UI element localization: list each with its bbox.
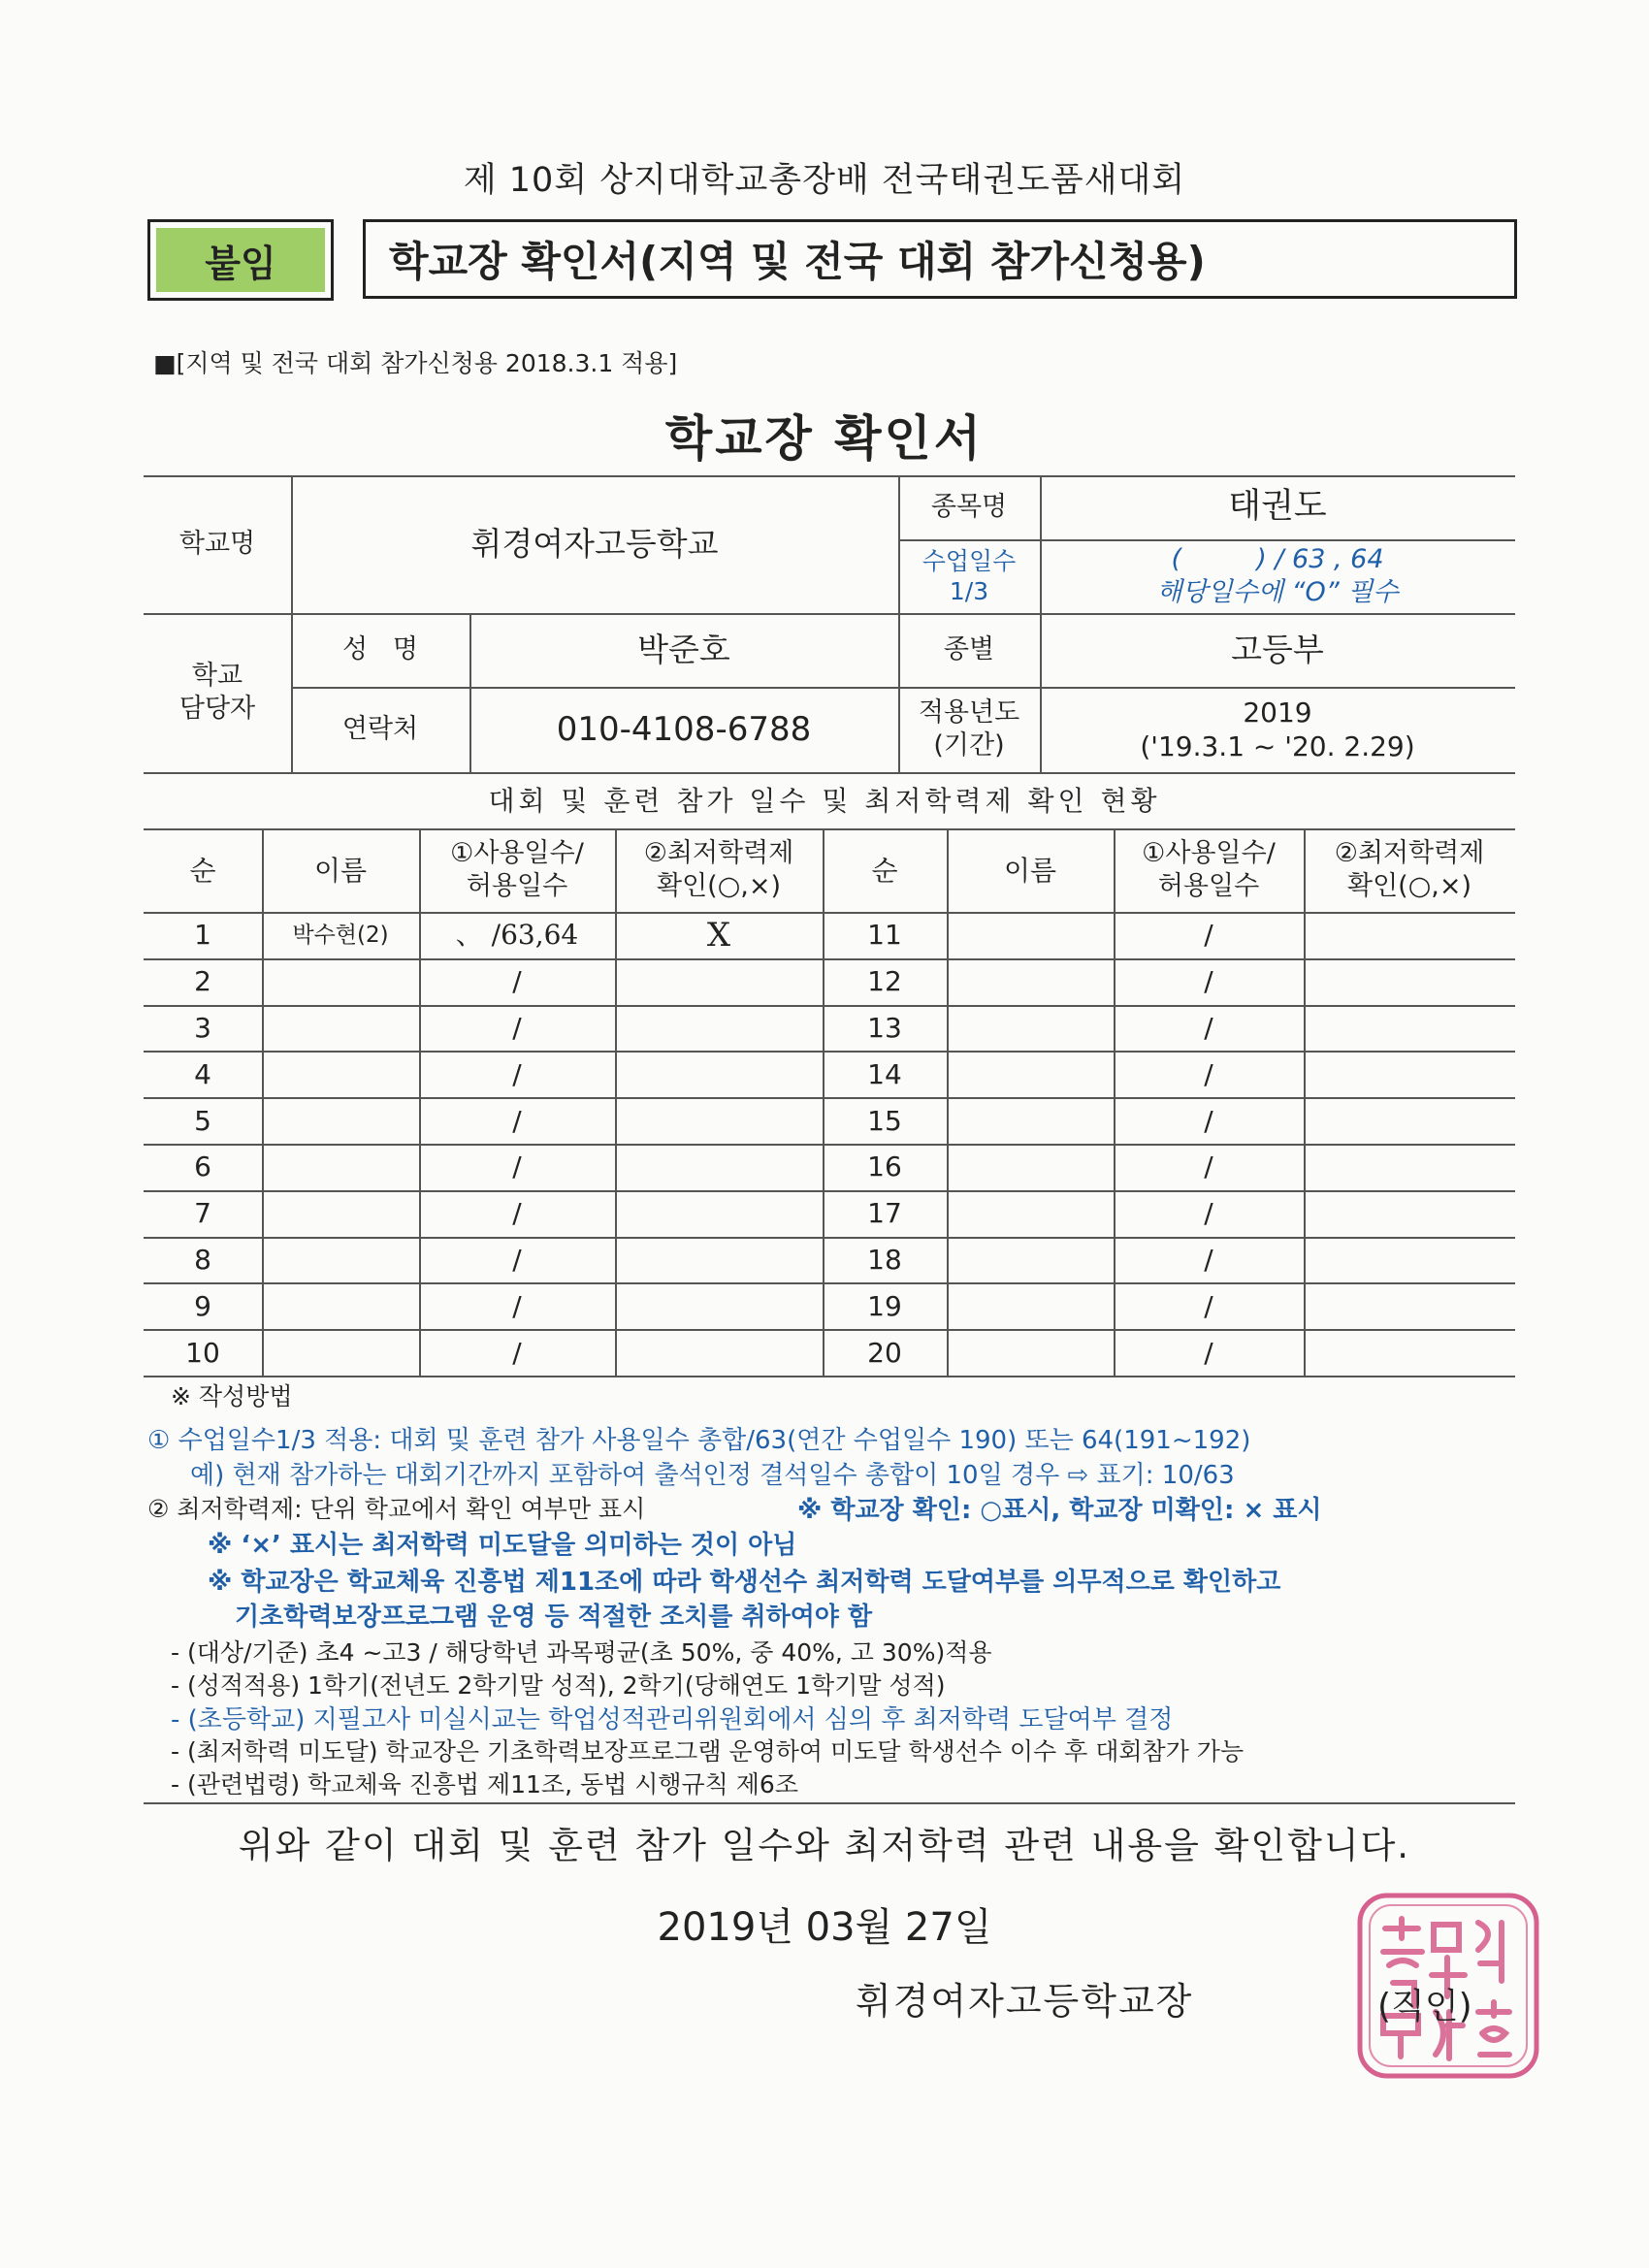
row-name-cell	[947, 1190, 1114, 1237]
row-name-cell	[262, 1097, 419, 1144]
instruction-line: ※ ‘×’ 표시는 최저학력 미도달을 의미하는 것이 아님	[208, 1531, 797, 1560]
school-name-label: 학교명	[178, 529, 256, 560]
applicability-note: ■[지역 및 전국 대회 참가신청용 2018.3.1 적용]	[153, 349, 678, 377]
year-label-line2: (기간)	[933, 730, 1005, 761]
row-check-cell	[1304, 1005, 1515, 1052]
class-days-note: 해당일수에 “O” 필수	[1156, 577, 1399, 607]
row-name-cell	[947, 1282, 1114, 1329]
row-days-cell: /	[512, 1057, 522, 1090]
header-days	[1114, 828, 1304, 912]
row-seq-cell: 6	[194, 1150, 211, 1183]
row-check-cell	[615, 958, 823, 1005]
instruction-line: - (초등학교) 지필고사 미실시교는 학업성적관리위원회에서 심의 후 최저학력 도달여부 결정	[171, 1705, 1174, 1734]
row-name-cell	[262, 1190, 419, 1237]
row-name-cell	[262, 1237, 419, 1283]
class-days-label-line1: 수업일수	[922, 546, 1017, 575]
header-seq: 순	[189, 854, 216, 887]
row-check-cell	[615, 1005, 823, 1052]
row-check-cell	[615, 1282, 823, 1329]
year-label	[898, 687, 1040, 772]
row-days-cell: /	[1204, 1243, 1213, 1276]
row-check-cell	[1304, 1051, 1515, 1097]
row-seq-cell: 5	[194, 1104, 211, 1137]
header-name: 이름	[1003, 854, 1057, 887]
row-check-cell	[615, 1097, 823, 1144]
instruction-line: - (성적적용) 1학기(전년도 2학기말 성적), 2학기(당해연도 1학기말 성적)	[171, 1671, 946, 1700]
table-caption: 대회 및 훈련 참가 일수 및 최저학력제 확인 현황	[488, 785, 1161, 817]
row-days-cell: /	[1204, 1197, 1213, 1230]
header-name: 이름	[313, 854, 368, 887]
row-name-cell	[262, 1282, 419, 1329]
issue-date: 2019년 03월 27일	[657, 1905, 992, 1950]
header-seq: 순	[871, 854, 898, 887]
row-check-cell	[615, 1190, 823, 1237]
header-title: 학교장 확인서(지역 및 전국 대회 참가신청용)	[363, 219, 1517, 299]
staff-label-line1: 학교	[191, 661, 243, 692]
row-seq-cell: 13	[867, 1011, 902, 1044]
event-label: 종목명	[930, 492, 1008, 523]
document-title: 학교장 확인서	[664, 410, 985, 467]
attachment-badge	[147, 219, 334, 301]
row-name-cell	[947, 958, 1114, 1005]
staff-label-line2: 담당자	[178, 694, 256, 724]
row-days-cell: /	[512, 1011, 522, 1044]
row-seq-cell: 15	[867, 1104, 902, 1137]
instructions-heading: ※ 작성방법	[171, 1382, 293, 1410]
row-days-cell: /	[1204, 965, 1213, 998]
row-seq-cell: 11	[867, 919, 902, 952]
row-check-cell	[1304, 1097, 1515, 1144]
header-days-line2: 허용일수	[466, 871, 568, 901]
table-line	[144, 1376, 1515, 1377]
instruction-line: ※ 학교장은 학교체육 진흥법 제11조에 따라 학생선수 최저학력 도달여부를 의무적으로 확인하고	[208, 1568, 1281, 1597]
header-days-line1: ①사용일수/	[450, 838, 584, 869]
row-seq-cell: 1	[194, 919, 211, 952]
row-seq-cell: 3	[194, 1011, 211, 1044]
row-days-cell: /	[512, 965, 522, 998]
class-days-fraction: ( ) / 63 , 64	[1171, 544, 1384, 575]
row-seq-cell: 4	[194, 1057, 211, 1090]
row-name-cell	[947, 1051, 1114, 1097]
staff-name: 박준호	[637, 631, 730, 669]
period: ('19.3.1 ~ '20. 2.29)	[1140, 730, 1415, 762]
instruction-line: ① 수업일수1/3 적용: 대회 및 훈련 참가 사용일수 총합/63(연간 수업일수 190) 또는 64(191~192)	[147, 1426, 1251, 1455]
seal-label: (직인)	[1377, 1987, 1472, 2026]
row-days-cell: 、 /63,64	[455, 919, 579, 952]
row-name-cell	[262, 958, 419, 1005]
header-min-line1: ②최저학력제	[643, 838, 794, 869]
row-name-cell: 박수현(2)	[292, 922, 389, 948]
header-min	[615, 828, 823, 912]
row-name-cell	[947, 1005, 1114, 1052]
row-days-cell: /	[512, 1243, 522, 1276]
row-days-cell: /	[512, 1336, 522, 1369]
row-check-cell	[1304, 958, 1515, 1005]
row-check-cell	[1304, 1282, 1515, 1329]
row-seq-cell: 16	[867, 1150, 902, 1183]
row-days-cell: /	[1204, 919, 1213, 952]
row-check-cell	[615, 1329, 823, 1376]
row-check-cell	[1304, 1237, 1515, 1283]
row-days-cell: /	[1204, 1057, 1213, 1090]
row-name-cell	[262, 1051, 419, 1097]
row-days-cell: /	[1204, 1104, 1213, 1137]
row-seq-cell: 12	[867, 965, 902, 998]
row-check-cell	[615, 1237, 823, 1283]
instruction-line: - (최저학력 미도달) 학교장은 기초학력보장프로그램 운영하여 미도달 학생선수 이수 후 대회참가 가능	[171, 1737, 1245, 1766]
row-check-cell	[1304, 1190, 1515, 1237]
row-seq-cell: 14	[867, 1057, 902, 1090]
row-check-cell	[615, 1051, 823, 1097]
row-days-cell: /	[1204, 1011, 1213, 1044]
row-days-cell: /	[1204, 1289, 1213, 1322]
header-min-line2: 확인(○,×)	[657, 871, 781, 901]
year-label-line1: 적용년도	[918, 697, 1020, 729]
row-days-cell: /	[1204, 1336, 1213, 1369]
row-check-cell: X	[706, 915, 731, 955]
instruction-line: 기초학력보장프로그램 운영 등 적절한 조치를 취하여야 함	[235, 1603, 873, 1632]
row-seq-cell: 20	[867, 1336, 902, 1369]
division-label: 종별	[943, 634, 995, 665]
event-value: 태권도	[1228, 487, 1327, 527]
header-days-line1: ①사용일수/	[1142, 838, 1276, 869]
contact-value: 010-4108-6788	[556, 709, 812, 749]
row-name-cell	[947, 1097, 1114, 1144]
row-name-cell	[947, 912, 1114, 958]
row-seq-cell: 2	[194, 965, 211, 998]
row-seq-cell: 9	[194, 1289, 211, 1322]
class-days-value	[1040, 539, 1515, 613]
header-days-line2: 허용일수	[1157, 871, 1260, 901]
info-line	[144, 772, 1515, 774]
class-days-label-line2: 1/3	[949, 577, 989, 605]
row-check-cell	[1304, 1144, 1515, 1190]
row-seq-cell: 10	[185, 1336, 220, 1369]
instruction-line: ② 최저학력제: 단위 학교에서 확인 여부만 표시	[147, 1495, 646, 1523]
name-label: 성 명	[342, 634, 418, 665]
year-value	[1040, 687, 1515, 772]
contact-label: 연락처	[341, 714, 419, 745]
instruction-line: 예) 현재 참가하는 대회기간까지 포함하여 출석인정 결석일수 총합이 10일 경우 ⇨ 표기: 10/63	[190, 1461, 1235, 1490]
row-seq-cell: 18	[867, 1243, 902, 1276]
header-min-line2: 확인(○,×)	[1347, 871, 1471, 901]
principal-name: 휘경여자고등학교장	[856, 1980, 1194, 2023]
row-days-cell: /	[512, 1150, 522, 1183]
row-seq-cell: 19	[867, 1289, 902, 1322]
instruction-line: - (관련법령) 학교체육 진흥법 제11조, 동법 시행규칙 제6조	[171, 1770, 798, 1798]
header-min	[1304, 828, 1515, 912]
year: 2019	[1243, 697, 1312, 729]
row-seq-cell: 8	[194, 1243, 211, 1276]
row-check-cell	[1304, 1329, 1515, 1376]
row-seq-cell: 7	[194, 1197, 211, 1230]
staff-label	[144, 613, 291, 772]
header-min-line1: ②최저학력제	[1334, 838, 1485, 869]
row-seq-cell: 17	[867, 1197, 902, 1230]
class-days-label	[898, 539, 1040, 613]
attachment-badge-label: 붙임	[156, 228, 325, 292]
row-check-cell	[1304, 912, 1515, 958]
division-value: 고등부	[1231, 631, 1324, 669]
confirmation-text: 위와 같이 대회 및 훈련 참가 일수와 최저학력 관련 내용을 확인합니다.	[238, 1825, 1411, 1866]
row-name-cell	[947, 1329, 1114, 1376]
school-name: 휘경여자고등학교	[470, 525, 719, 564]
row-name-cell	[262, 1329, 419, 1376]
divider	[144, 1802, 1515, 1804]
row-days-cell: /	[512, 1289, 522, 1322]
event-title: 제 10회 상지대학교총장배 전국태권도품새대회	[463, 161, 1186, 200]
row-name-cell	[262, 1144, 419, 1190]
header-days	[419, 828, 615, 912]
row-check-cell	[615, 1144, 823, 1190]
row-days-cell: /	[512, 1104, 522, 1137]
row-name-cell	[947, 1237, 1114, 1283]
row-days-cell: /	[512, 1197, 522, 1230]
instruction-line: ※ 학교장 확인: ○표시, 학교장 미확인: × 표시	[797, 1496, 1322, 1525]
row-days-cell: /	[1204, 1150, 1213, 1183]
row-name-cell	[947, 1144, 1114, 1190]
instruction-line: - (대상/기준) 초4 ~고3 / 해당학년 과목평균(초 50%, 중 40%, 고 30%)적용	[171, 1638, 992, 1667]
row-name-cell	[262, 1005, 419, 1052]
